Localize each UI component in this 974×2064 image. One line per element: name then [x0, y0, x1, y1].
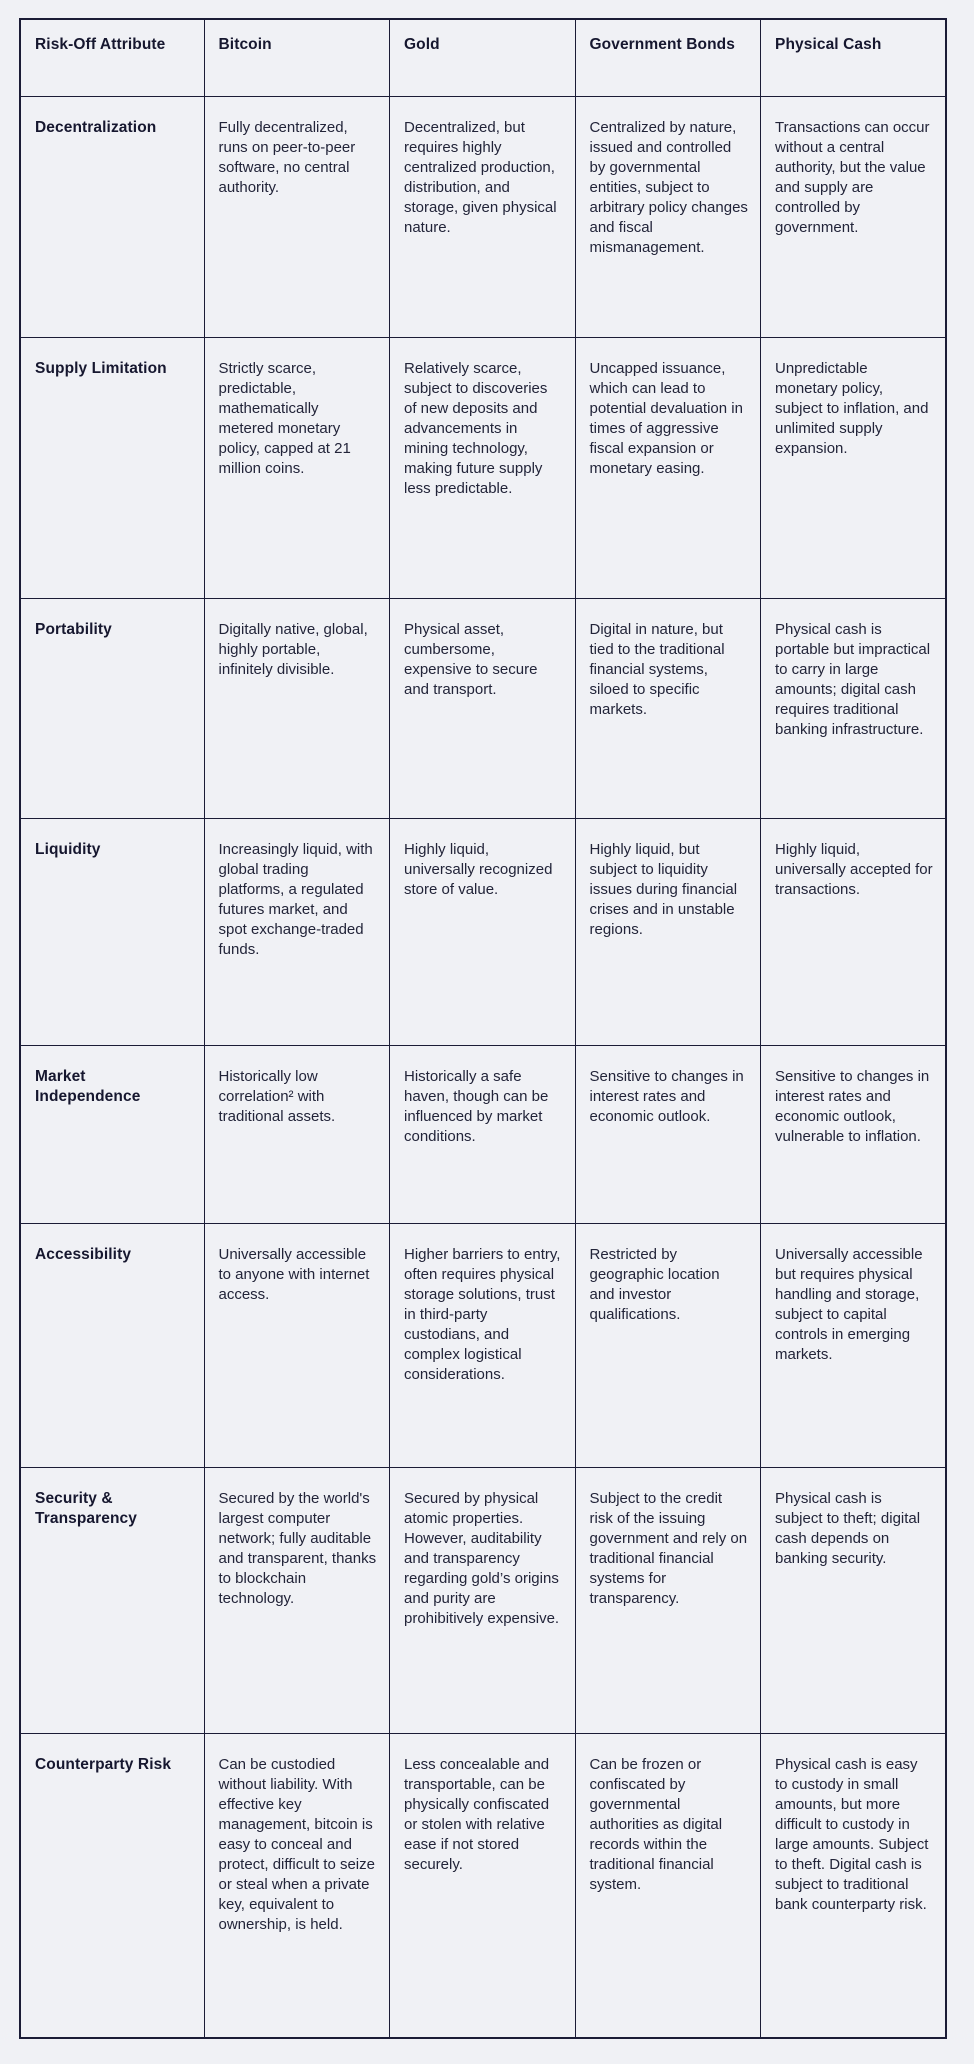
row-attribute-label: Portability [20, 598, 204, 818]
table-cell-government-bonds: Uncapped issuance, which can lead to potential devaluation in times of aggressive fiscal expansion or monetary easing. [575, 337, 761, 598]
table-cell-physical-cash: Highly liquid, universally accepted for transactions. [761, 818, 947, 1045]
risk-off-comparison-table [19, 18, 947, 2039]
table-cell-physical-cash: Physical cash is easy to custody in small amounts, but more difficult to custody in large amounts. Subject to theft. Digital cash is subject to traditional bank counterparty risk. [761, 1733, 947, 2038]
table-cell-gold: Higher barriers to entry, often requires physical storage solutions, trust in third-party custodians, and complex logistical considerations. [390, 1223, 576, 1467]
column-header-bitcoin: Bitcoin [204, 19, 390, 96]
table-cell-government-bonds: Digital in nature, but tied to the traditional financial systems, siloed to specific markets. [575, 598, 761, 818]
table-cell-physical-cash: Physical cash is portable but impractical to carry in large amounts; digital cash requires traditional banking infrastructure. [761, 598, 947, 818]
table-cell-government-bonds: Can be frozen or confiscated by governmental authorities as digital records within the traditional financial system. [575, 1733, 761, 2038]
column-header-gold: Gold [390, 19, 576, 96]
table-cell-bitcoin: Can be custodied without liability. With effective key management, bitcoin is easy to conceal and protect, difficult to seize or steal when a private key, equivalent to ownership, is held. [204, 1733, 390, 2038]
table-cell-government-bonds: Restricted by geographic location and investor qualifications. [575, 1223, 761, 1467]
header-row [20, 19, 946, 96]
row-attribute-label: Security & Transparency [20, 1467, 204, 1733]
table-cell-government-bonds: Sensitive to changes in interest rates and economic outlook. [575, 1045, 761, 1223]
table-row-accessibility [20, 1223, 946, 1467]
table-cell-gold: Decentralized, but requires highly centralized production, distribution, and storage, given physical nature. [390, 96, 576, 337]
table-cell-physical-cash: Transactions can occur without a central authority, but the value and supply are controlled by government. [761, 96, 947, 337]
table-row-portability [20, 598, 946, 818]
column-header-physical-cash: Physical Cash [761, 19, 947, 96]
table-row-liquidity [20, 818, 946, 1045]
table-cell-gold: Historically a safe haven, though can be influenced by market conditions. [390, 1045, 576, 1223]
row-attribute-label: Liquidity [20, 818, 204, 1045]
table-row-security-transparency [20, 1467, 946, 1733]
table-cell-bitcoin: Historically low correlation² with traditional assets. [204, 1045, 390, 1223]
row-attribute-label: Counterparty Risk [20, 1733, 204, 2038]
table-cell-gold: Relatively scarce, subject to discoveries of new deposits and advancements in mining technology, making future supply less predictable. [390, 337, 576, 598]
table-row-counterparty-risk [20, 1733, 946, 2038]
table-cell-gold: Physical asset, cumbersome, expensive to secure and transport. [390, 598, 576, 818]
row-attribute-label: Decentralization [20, 96, 204, 337]
row-attribute-label: Market Independence [20, 1045, 204, 1223]
table-cell-bitcoin: Digitally native, global, highly portable, infinitely divisible. [204, 598, 390, 818]
table-cell-physical-cash: Unpredictable monetary policy, subject to inflation, and unlimited supply expansion. [761, 337, 947, 598]
table-cell-government-bonds: Subject to the credit risk of the issuing government and rely on traditional financial systems for transparency. [575, 1467, 761, 1733]
table-cell-physical-cash: Physical cash is subject to theft; digital cash depends on banking security. [761, 1467, 947, 1733]
row-attribute-label: Accessibility [20, 1223, 204, 1467]
table-cell-physical-cash: Sensitive to changes in interest rates and economic outlook, vulnerable to inflation. [761, 1045, 947, 1223]
table-row-decentralization [20, 96, 946, 337]
table-cell-bitcoin: Fully decentralized, runs on peer-to-peer software, no central authority. [204, 96, 390, 337]
table-cell-government-bonds: Centralized by nature, issued and controlled by governmental entities, subject to arbitrary policy changes and fiscal mismanagement. [575, 96, 761, 337]
column-header-risk-off-attribute: Risk-Off Attribute [20, 19, 204, 96]
table-cell-gold: Less concealable and transportable, can be physically confiscated or stolen with relative ease if not stored securely. [390, 1733, 576, 2038]
table-cell-bitcoin: Universally accessible to anyone with internet access. [204, 1223, 390, 1467]
row-attribute-label: Supply Limitation [20, 337, 204, 598]
table-cell-gold: Secured by physical atomic properties. However, auditability and transparency regarding gold’s origins and purity are prohibitively expensive. [390, 1467, 576, 1733]
table-cell-government-bonds: Highly liquid, but subject to liquidity issues during financial crises and in unstable regions. [575, 818, 761, 1045]
table-row-market-independence [20, 1045, 946, 1223]
table-cell-bitcoin: Secured by the world's largest computer network; fully auditable and transparent, thanks to blockchain technology. [204, 1467, 390, 1733]
table-cell-gold: Highly liquid, universally recognized store of value. [390, 818, 576, 1045]
table-row-supply-limitation [20, 337, 946, 598]
column-header-government-bonds: Government Bonds [575, 19, 761, 96]
table-cell-physical-cash: Universally accessible but requires physical handling and storage, subject to capital controls in emerging markets. [761, 1223, 947, 1467]
table-cell-bitcoin: Increasingly liquid, with global trading platforms, a regulated futures market, and spot exchange-traded funds. [204, 818, 390, 1045]
table-cell-bitcoin: Strictly scarce, predictable, mathematically metered monetary policy, capped at 21 million coins. [204, 337, 390, 598]
